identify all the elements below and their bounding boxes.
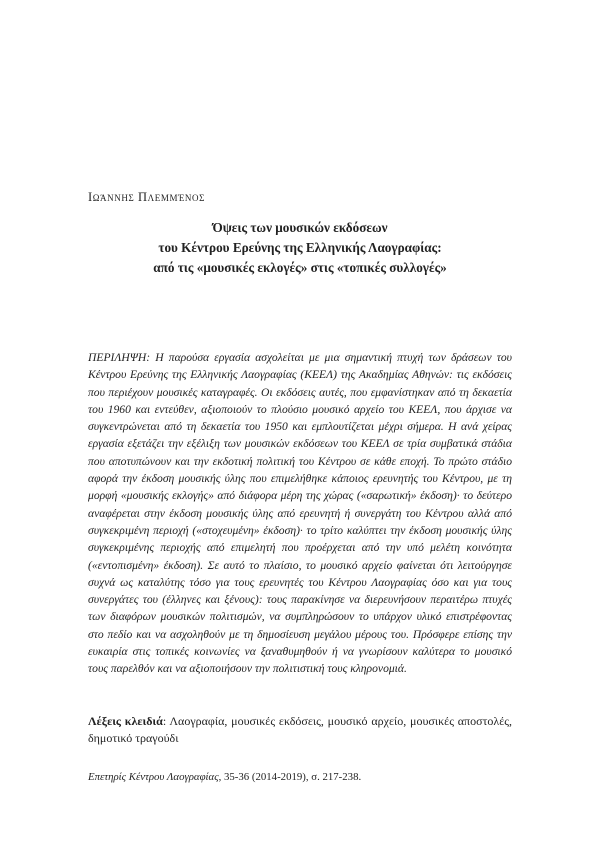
citation-details: , 35-36 (2014-2019), σ. 217-238.: [218, 771, 362, 783]
citation: [88, 770, 512, 784]
keywords: [88, 713, 512, 747]
author-name: Ιωάννης Πλεμμένος: [88, 190, 205, 204]
title-line-2: του Κέντρου Ερεύνης της Ελληνικής Λαογραφίας:: [158, 240, 442, 255]
article-title: [88, 218, 512, 278]
abstract-text: ΠΕΡΙΛΗΨΗ: Η παρούσα εργασία ασχολείται με μια σημαντική πτυχή των δράσεων του Κέντρου Ερεύνης της Ελληνικής Λαογραφίας (ΚΕΕΛ) της Ακαδημίας Αθηνών: τις εκδόσεις που περιέχουν μουσικές καταγραφές. Οι εκδόσεις αυτές, που εμφανίστηκαν από τη δεκαετία του 1960 και εντεύθεν, αξιοποιούν το πλούσιο μουσικό αρχείο του ΚΕΕΛ, που άρχισε να συγκεντρώνεται από τη δεκαετία του 1950 και εμπλουτίζεται μέχρι σήμερα. Η ανά χείρας εργασία εξετάζει την εξέλιξη των μουσικών εκδόσεων του ΚΕΕΛ σε τρία συμβατικά στάδια που αποτυπώνουν και την εκδοτική πολιτική του Κέντρου σε κάθε εποχή. Το πρώτο στάδιο αφορά την έκδοση μουσικής ύλης που επιμελήθηκε κάποιος ερευνητής του Κέντρου, με τη μορφή «μουσικής εκλογής» από διάφορα μέρη της χώρας («σαρωτική» έκδοση)· το δεύτερο αναφέρεται στην έκδοση μουσικής ύλης από ερευνητή ή συνεργάτη του Κέντρου αλλά από συγκεκριμένη περιοχή («στοχευμένη» έκδοση)· το τρίτο καλύπτει την έκδοση μουσικής ύλης συγκεκριμένης περιοχής από επιμελητή που προέρχεται από την υπό μελέτη κοινότητα («εντοπισμένη» έκδοση). Σε αυτό το πλαίσιο, το μουσικό αρχείο φαίνεται ότι λειτούργησε συχνά ως καταλύτης τόσο για τους ερευνητές του Κέντρου Λαογραφίας όσο και για τους συνεργάτες του (έλληνες και ξένους): τους παρακίνησε να διερευνήσουν περαιτέρω πτυχές των διαφόρων μουσικών πολιτισμών, να συμπληρώσουν το υπάρχον υλικό επιστρέφοντας στο πεδίο και να ασχοληθούν με τη δημοσίευση μεγάλου μέρους του. Πρόσφερε επίσης την ευκαιρία στις τοπικές κοινωνίες να ξαναθυμηθούν ή να γνωρίσουν καλύτερα το μουσικό τους παρελθόν και να αξιοποιήσουν την πολιτιστική τους κληρονομιά.: [88, 351, 512, 676]
title-line-3: από τις «μουσικές εκλογές» στις «τοπικές συλλογές»: [153, 260, 447, 275]
keywords-label: Λέξεις κλειδιά: [88, 714, 163, 728]
citation-journal: Επετηρίς Κέντρου Λαογραφίας: [88, 771, 219, 783]
title-line-1: Όψεις των μουσικών εκδόσεων: [212, 220, 388, 235]
keywords-separator: :: [162, 714, 170, 728]
keywords-list: Λαογραφία, μουσικές εκδόσεις, μουσικό αρχείο, μουσικές αποστολές, δημοτικό τραγούδι: [88, 714, 513, 745]
